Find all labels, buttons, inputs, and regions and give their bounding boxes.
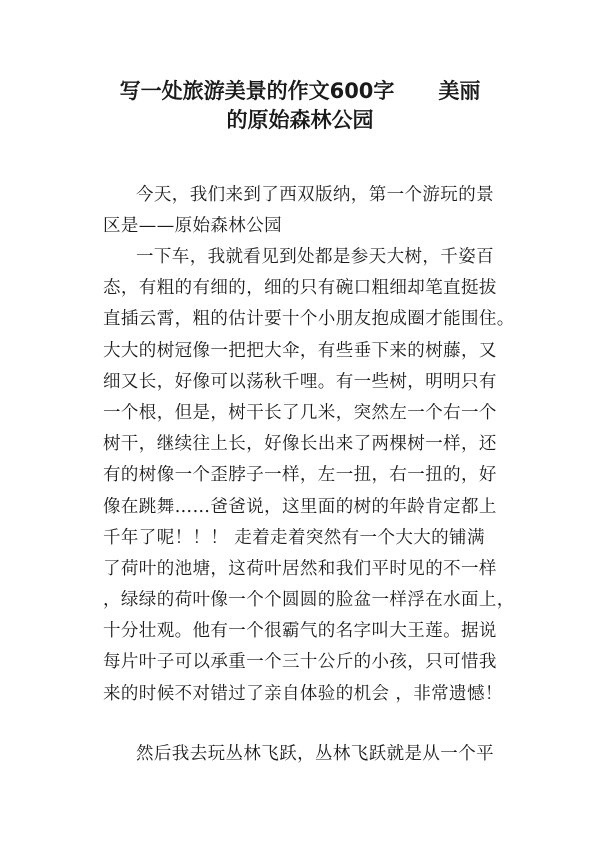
document-title-line-2: 的原始森林公园 <box>226 108 374 132</box>
paragraph-3 <box>103 739 513 770</box>
title-continuation-text: 美丽 <box>438 79 481 103</box>
paragraph-line: 树干，继续往上长，好像长出来了两棵树一样，还 <box>103 434 497 455</box>
document-title-line-1 <box>60 77 540 106</box>
paragraph-line: 今天，我们来到了西双版纳，第一个游玩的景 <box>136 185 494 205</box>
paragraph-line: 大大的树冠像一把把大伞，有些垂下来的树藤，又 <box>103 340 497 361</box>
paragraph-line: 一下车，我就看见到处都是参天大树，千姿百 <box>136 247 494 267</box>
paragraph-line: 了荷叶的池塘，这荷叶居然和我们平时见的不一样 <box>103 558 497 579</box>
paragraph-2 <box>103 242 513 710</box>
paragraph-line: 来的时候不对错过了亲自体验的机会 ，非常遗憾！ <box>103 683 503 704</box>
paragraph-line: 每片叶子可以承重一个三十公斤的小孩，只可惜我 <box>103 652 497 673</box>
paragraph-line: 直插云霄，粗的估计要十个小朋友抱成圈才能围住。 <box>103 309 515 330</box>
paragraph-line: 像在跳舞……爸爸说，这里面的树的年龄肯定都上 <box>103 496 497 517</box>
paragraph-line: 一个根，但是，树干长了几米，突然左一个右一个 <box>103 402 497 423</box>
paragraph-1 <box>103 180 513 242</box>
paragraph-line: 态，有粗的有细的，细的只有碗口粗细却笔直挺拔 <box>103 278 497 299</box>
paragraph-line: ，绿绿的荷叶像一个个圆圆的脸盆一样浮在水面上， <box>103 590 515 611</box>
paragraph-line: 十分壮观。他有一个很霸气的名字叫大王莲。据说 <box>103 621 497 642</box>
paragraph-line: 区是——原始森林公园 <box>103 216 282 237</box>
paragraph-line: 有的树像一个歪脖子一样，左一扭，右一扭的，好 <box>103 465 497 486</box>
paragraph-line: 细又长，好像可以荡秋千哩。有一些树，明明只有 <box>103 371 497 392</box>
title-main-text: 写一处旅游美景的作文600字 <box>119 79 395 103</box>
paragraph-line: 然后我去玩丛林飞跃，丛林飞跃就是从一个平 <box>136 744 494 764</box>
paragraph-line: 千年了呢！！！ 走着走着突然有一个大大的铺满 <box>103 527 485 548</box>
